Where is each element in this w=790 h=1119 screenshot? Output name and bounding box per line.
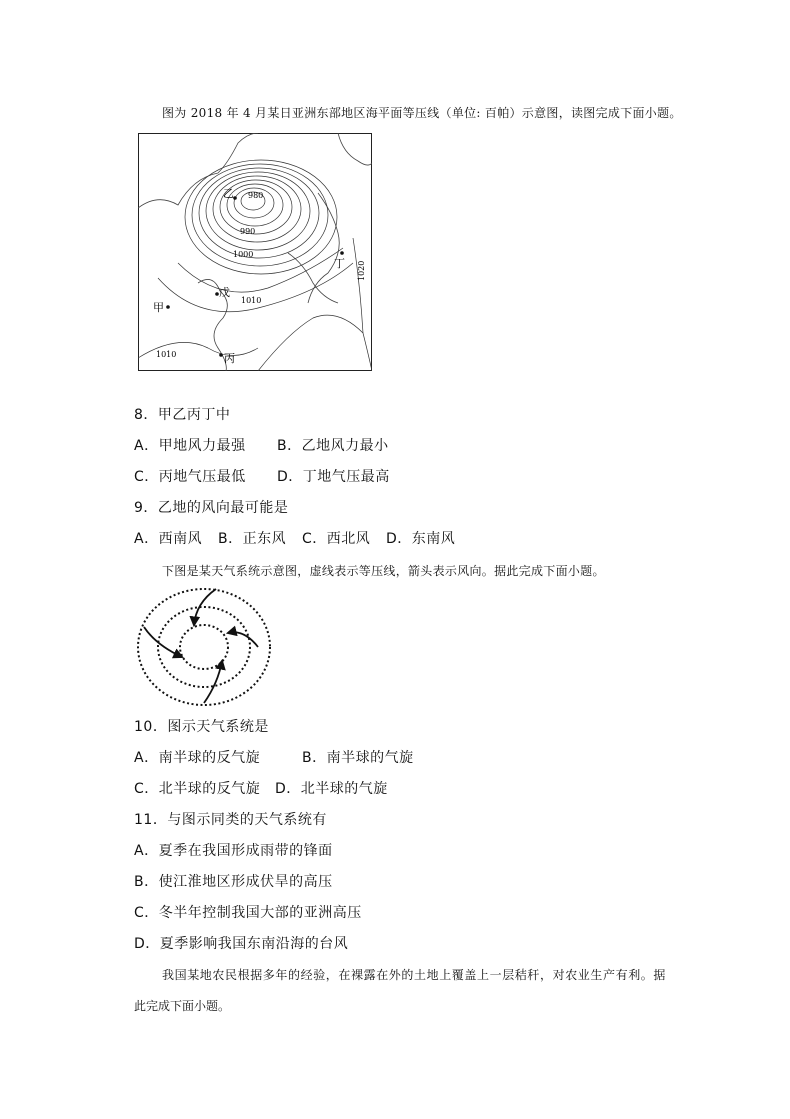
q10-stem: 10．图示天气系统是 xyxy=(134,719,269,735)
map-label-jia: 甲 xyxy=(153,301,164,314)
q9-option-d: D．东南风 xyxy=(386,531,456,547)
q11-option-d: D．夏季影响我国东南沿海的台风 xyxy=(134,936,349,952)
q10-option-a: A．南半球的反气旋 xyxy=(134,750,261,766)
q10-option-b: B．南半球的气旋 xyxy=(302,750,414,766)
section2-intro: 下图是某天气系统示意图，虚线表示等压线，箭头表示风向。据此完成下面小题。 xyxy=(162,564,605,578)
q8-option-d: D．丁地气压最高 xyxy=(277,469,390,485)
q8-option-b: B．乙地风力最小 xyxy=(277,438,389,454)
isobar-980-label: 980 xyxy=(248,191,264,200)
q9-option-b: B．正东风 xyxy=(218,531,287,547)
q10-option-c: C．北半球的反气旋 xyxy=(134,781,261,797)
q11-option-a: A．夏季在我国形成雨带的锋面 xyxy=(134,843,333,859)
map-label-ding: 丁 xyxy=(334,257,345,270)
map-label-bing: 丙 xyxy=(224,352,235,365)
q9-stem: 9．乙地的风向最可能是 xyxy=(134,500,289,516)
q9-option-c: C．西北风 xyxy=(302,531,371,547)
q8-option-c: C．丙地气压最低 xyxy=(134,469,246,485)
q9-option-a: A．西南风 xyxy=(134,531,203,547)
q11-option-b: B．使江淮地区形成伏旱的高压 xyxy=(134,874,333,890)
section1-intro: 图为 2018 年 4 月某日亚洲东部地区海平面等压线（单位: 百帕）示意图，读图完成下面小题。 xyxy=(162,106,682,120)
isobar-1020-label: 1020 xyxy=(357,260,366,281)
isobar-1010-label-a: 1010 xyxy=(241,296,262,305)
isobar-1010-label-b: 1010 xyxy=(156,350,177,359)
q11-option-c: C．冬半年控制我国大部的亚洲高压 xyxy=(134,905,362,921)
isobar-1000-label: 1000 xyxy=(233,250,254,259)
weather-system-diagram xyxy=(134,585,274,713)
section3-intro-line2: 此完成下面小题。 xyxy=(134,999,231,1013)
map-label-wu: 戊 xyxy=(219,286,230,299)
map-label-yi: 乙 xyxy=(223,187,234,200)
isobar-990-label: 990 xyxy=(240,227,256,236)
isobar-map xyxy=(138,133,372,375)
q8-option-a: A．甲地风力最强 xyxy=(134,438,246,454)
q11-stem: 11．与图示同类的天气系统有 xyxy=(134,812,327,828)
section3-intro-line1: 我国某地农民根据多年的经验，在裸露在外的土地上覆盖上一层秸秆，对农业生产有利。据 xyxy=(162,968,667,982)
q8-stem: 8．甲乙丙丁中 xyxy=(134,407,231,423)
q10-option-d: D．北半球的气旋 xyxy=(275,781,388,797)
